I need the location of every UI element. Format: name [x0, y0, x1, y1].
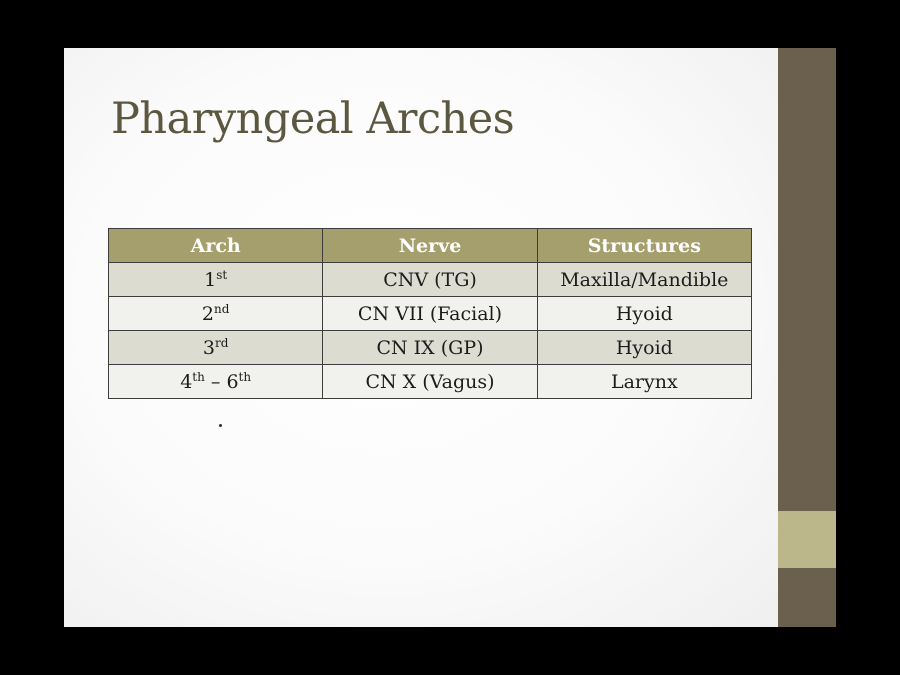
arch-cell [109, 365, 323, 399]
table-row [109, 263, 752, 297]
arch-number: 1 [204, 268, 217, 291]
table-row [109, 365, 752, 399]
arch-range-separator: – [204, 370, 227, 393]
structures-cell: Hyoid [537, 297, 751, 331]
table-header-row [109, 229, 752, 263]
arch-ordinal: th [192, 369, 205, 384]
sidebar-accent-block [778, 511, 836, 568]
arch-cell [109, 297, 323, 331]
arch-cell [109, 263, 323, 297]
arch-ordinal: nd [214, 301, 230, 316]
arch-number: 4 [180, 370, 193, 393]
table-row [109, 297, 752, 331]
nerve-cell: CN IX (GP) [323, 331, 537, 365]
nerve-cell: CNV (TG) [323, 263, 537, 297]
stray-dot [219, 424, 222, 427]
arch-number-end: 6 [226, 370, 239, 393]
table-row [109, 331, 752, 365]
arch-number: 3 [202, 336, 215, 359]
arch-ordinal: rd [215, 335, 229, 350]
nerve-cell: CN VII (Facial) [323, 297, 537, 331]
arch-number: 2 [201, 302, 214, 325]
arch-ordinal-end: th [238, 369, 252, 384]
structures-cell: Hyoid [537, 331, 751, 365]
header-nerve: Nerve [323, 229, 537, 263]
slide-title: Pharyngeal Arches [111, 94, 515, 144]
arch-ordinal: st [216, 267, 228, 282]
slide [64, 48, 778, 627]
header-structures: Structures [537, 229, 751, 263]
arches-table [108, 228, 752, 399]
structures-cell: Larynx [537, 365, 751, 399]
header-arch: Arch [109, 229, 323, 263]
structures-cell: Maxilla/Mandible [537, 263, 751, 297]
sidebar-decoration [778, 48, 836, 627]
arch-cell [109, 331, 323, 365]
nerve-cell: CN X (Vagus) [323, 365, 537, 399]
